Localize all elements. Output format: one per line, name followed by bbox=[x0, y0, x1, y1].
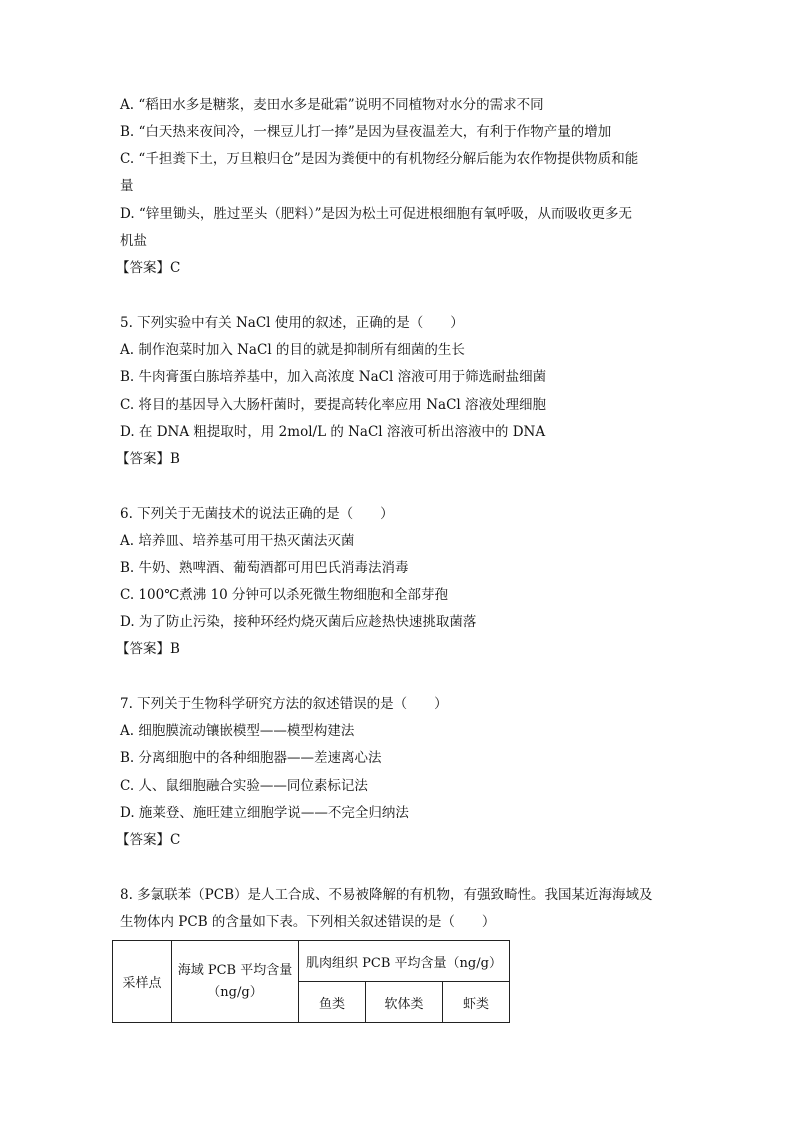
table-header-shrimp: 虾类 bbox=[443, 982, 510, 1023]
q8-stem-line-1: 8. 多氯联苯（PCB）是人工合成、不易被降解的有机物，有强致畸性。我国某近海海域及 bbox=[120, 887, 653, 903]
q4-answer: 【答案】C bbox=[116, 260, 181, 276]
q7-option-d: D. 施莱登、施旺建立细胞学说——不完全归纳法 bbox=[120, 805, 409, 821]
q4-option-d-cont: 机盐 bbox=[120, 233, 147, 249]
table-header-fish: 鱼类 bbox=[299, 982, 366, 1023]
q6-stem: 6. 下列关于无菌技术的说法正确的是（ ） bbox=[120, 506, 394, 522]
q6-answer: 【答案】B bbox=[116, 641, 180, 657]
q6-option-a: A. 培养皿、培养基可用干热灭菌法灭菌 bbox=[120, 533, 355, 549]
q7-option-a: A. 细胞膜流动镶嵌模型——模型构建法 bbox=[120, 723, 355, 739]
q7-stem: 7. 下列关于生物科学研究方法的叙述错误的是（ ） bbox=[120, 696, 448, 712]
q7-answer: 【答案】C bbox=[116, 832, 181, 848]
table-header-sea-line2: （ng/g） bbox=[207, 984, 263, 1000]
q5-option-a: A. 制作泡菜时加入 NaCl 的目的就是抑制所有细菌的生长 bbox=[120, 342, 465, 358]
table-header-site: 采样点 bbox=[113, 941, 172, 1023]
q6-option-d: D. 为了防止污染，接种环经灼烧灭菌后应趁热快速挑取菌落 bbox=[120, 614, 477, 630]
q4-option-a: A. “稻田水多是糖浆，麦田水多是砒霜”说明不同植物对水分的需求不同 bbox=[120, 97, 544, 113]
table-header-sea-line1: 海域 PCB 平均含量 bbox=[177, 962, 293, 978]
q4-option-c-cont: 量 bbox=[120, 178, 134, 194]
q7-option-b: B. 分离细胞中的各种细胞器——差速离心法 bbox=[120, 750, 382, 766]
q5-stem: 5. 下列实验中有关 NaCl 使用的叙述，正确的是（ ） bbox=[120, 315, 464, 331]
q8-stem-line-2: 生物体内 PCB 的含量如下表。下列相关叙述错误的是（ ） bbox=[120, 914, 496, 930]
table-header-sea bbox=[172, 941, 299, 1023]
pcb-table bbox=[112, 940, 510, 1023]
q4-option-b: B. “白天热来夜间冷，一棵豆儿打一捧”是因为昼夜温差大，有利于作物产量的增加 bbox=[120, 124, 612, 140]
q6-option-b: B. 牛奶、熟啤酒、葡萄酒都可用巴氏消毒法消毒 bbox=[120, 560, 409, 576]
q4-option-d: D. “锌里锄头，胜过垩头（肥料）”是因为松土可促进根细胞有氧呼吸，从而吸收更多无 bbox=[120, 206, 632, 222]
table-header-mollusk: 软体类 bbox=[366, 982, 443, 1023]
q5-option-b: B. 牛肉膏蛋白胨培养基中，加入高浓度 NaCl 溶液可用于筛选耐盐细菌 bbox=[120, 369, 547, 385]
q7-option-c: C. 人、鼠细胞融合实验——同位素标记法 bbox=[120, 778, 368, 794]
q6-option-c: C. 100℃煮沸 10 分钟可以杀死微生物细胞和全部芽孢 bbox=[120, 587, 449, 603]
q4-option-c: C. “千担粪下土，万旦粮归仓”是因为粪便中的有机物经分解后能为农作物提供物质和能 bbox=[120, 151, 639, 167]
q5-answer: 【答案】B bbox=[116, 451, 180, 467]
table-header-muscle: 肌肉组织 PCB 平均含量（ng/g） bbox=[299, 941, 510, 982]
q5-option-c: C. 将目的基因导入大肠杆菌时，要提高转化率应用 NaCl 溶液处理细胞 bbox=[120, 397, 547, 413]
q5-option-d: D. 在 DNA 粗提取时，用 2mol/L 的 NaCl 溶液可析出溶液中的 DNA bbox=[120, 424, 546, 440]
